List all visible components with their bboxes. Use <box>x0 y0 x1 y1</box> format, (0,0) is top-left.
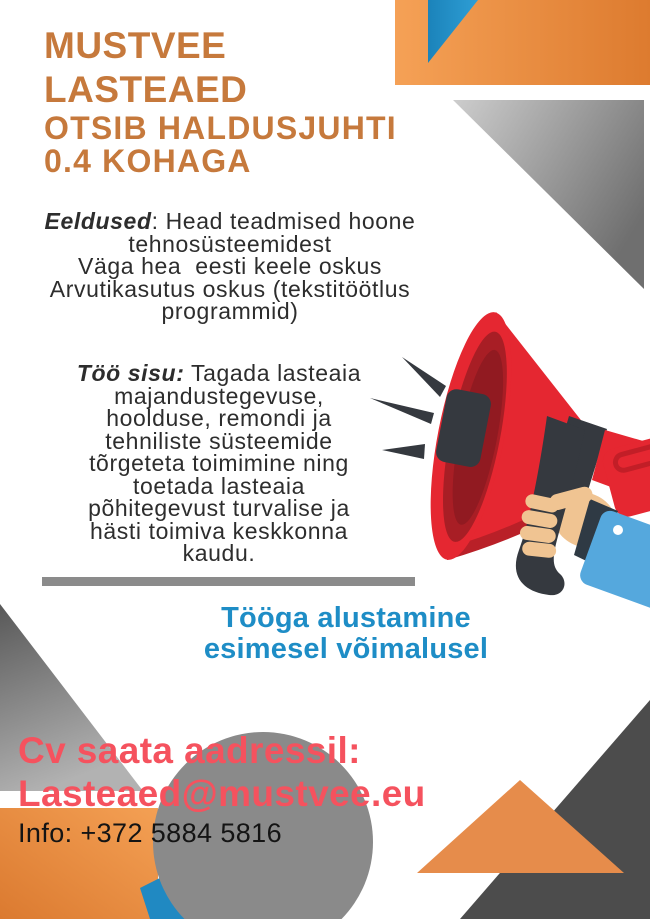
contact-heading: Cv saata aadressil: <box>18 730 361 771</box>
start-note <box>190 603 502 665</box>
job-line: hoolduse, remondi ja <box>106 405 332 431</box>
requirements-line1-rest: : Head teadmised hoone <box>151 208 416 234</box>
job-line: toetada lasteaia <box>132 472 305 499</box>
job-label: Töö sisu: <box>76 360 185 386</box>
requirements-line: tehnosüsteemidest <box>128 230 332 257</box>
title-line-2: LASTEAED <box>44 69 248 110</box>
requirements-line: programmid) <box>161 298 299 324</box>
page-title <box>44 24 397 178</box>
job-description-text <box>28 362 410 565</box>
requirements-label: Eeldused <box>44 208 152 234</box>
requirements-line: Väga hea eesti keele oskus <box>78 253 382 279</box>
job-line: tehniliste süsteemide <box>105 427 333 454</box>
job-line: kaudu. <box>182 540 256 566</box>
job-line: hästi toimiva keskkonna <box>90 517 348 544</box>
contact-email: Lasteaed@mustvee.eu <box>18 773 426 814</box>
megaphone-icon <box>370 306 650 622</box>
divider <box>42 577 415 586</box>
upper-right-gray-triangle <box>453 100 644 289</box>
contact-text <box>18 729 426 815</box>
job-line1-rest: Tagada lasteaia <box>184 360 362 386</box>
title-line-4: 0.4 KOHAGA <box>44 143 252 179</box>
job-line <box>28 362 410 385</box>
title-line-1: MUSTVEE <box>44 25 227 66</box>
title-line-3: OTSIB HALDUSJUHTI <box>44 110 397 146</box>
job-line: põhitegevust turvalise ja <box>88 495 350 521</box>
job-line: majandustegevuse, <box>114 382 324 409</box>
start-note-line-1: Tööga alustamine <box>221 602 471 634</box>
info-phone: Info: +372 5884 5816 <box>18 818 282 848</box>
requirements-text <box>10 210 450 323</box>
requirements-line <box>10 210 450 233</box>
requirements-line: Arvutikasutus oskus (tekstitöötlus <box>49 275 411 302</box>
start-note-line-2: esimesel võimalusel <box>203 633 489 665</box>
job-line: tõrgeteta toimimine ning <box>89 450 349 476</box>
